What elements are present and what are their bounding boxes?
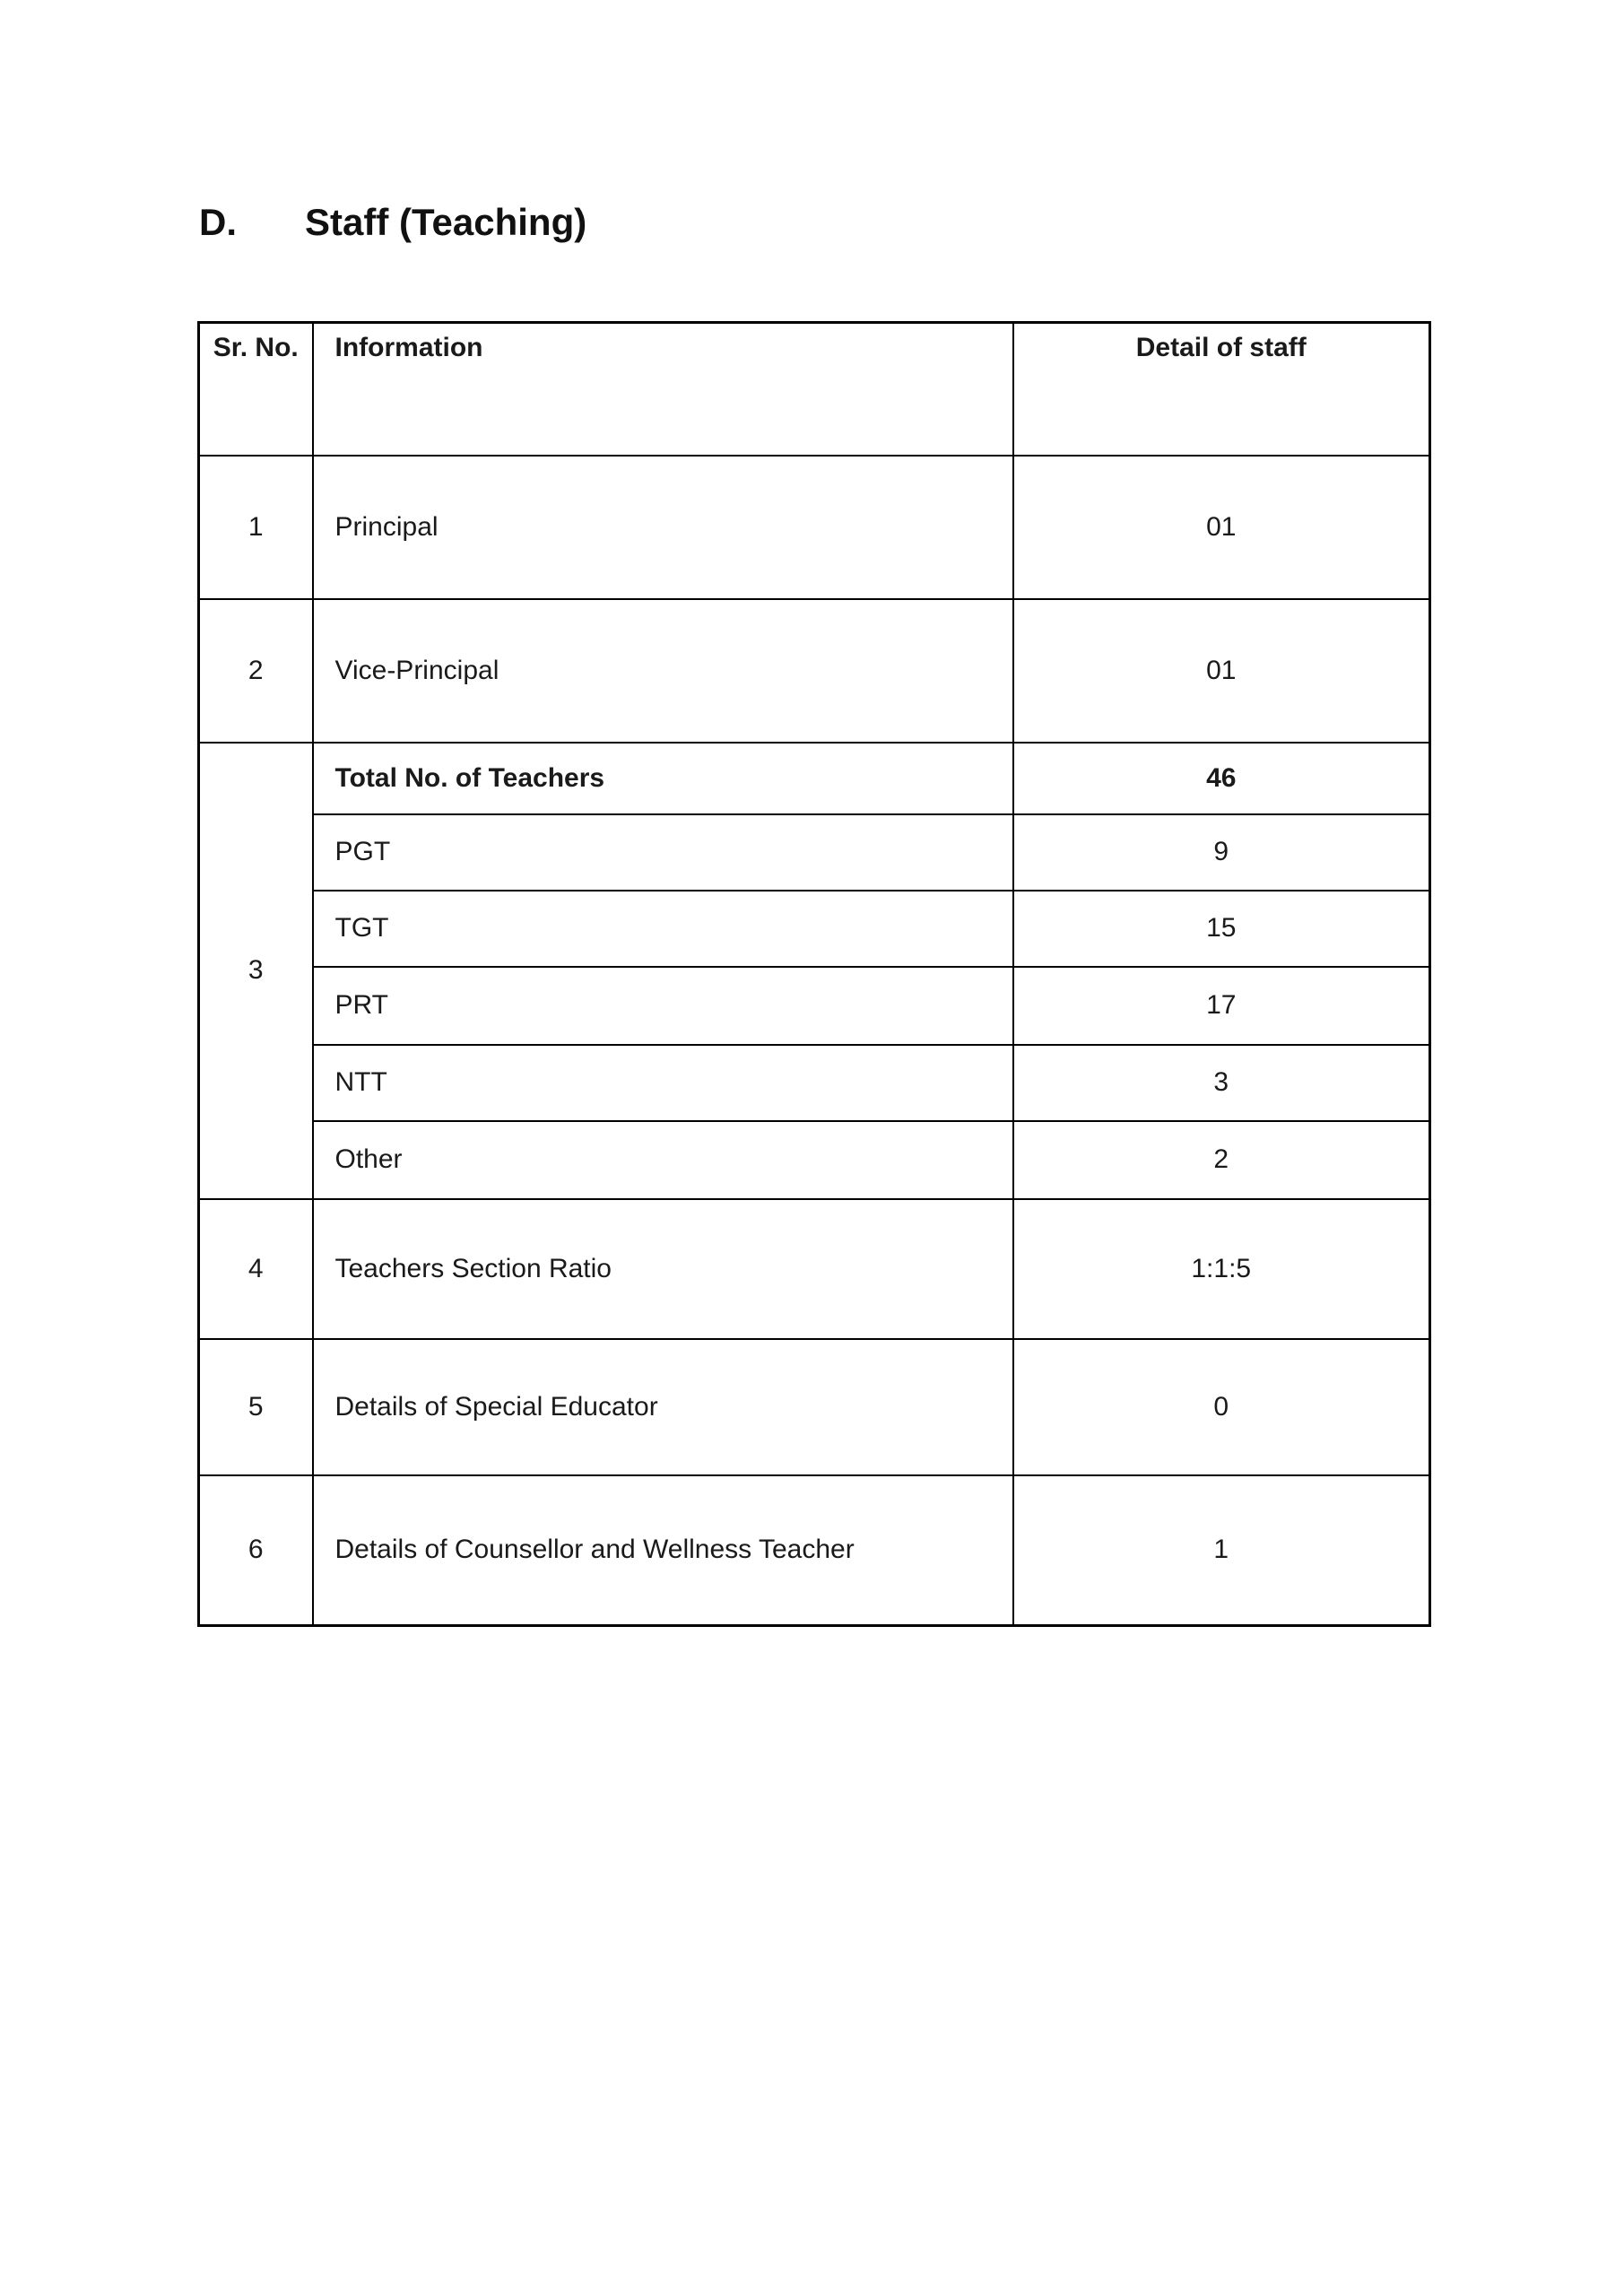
row-info: NTT bbox=[313, 1045, 1013, 1121]
row-info: Teachers Section Ratio bbox=[313, 1199, 1013, 1339]
table-row bbox=[199, 743, 1430, 814]
section-title bbox=[199, 201, 586, 244]
table-row bbox=[199, 456, 1430, 599]
row-detail: 2 bbox=[1013, 1121, 1430, 1199]
row-detail: 01 bbox=[1013, 599, 1430, 743]
row-sr: 1 bbox=[199, 456, 313, 599]
row-info: Total No. of Teachers bbox=[313, 743, 1013, 814]
row-sr-merged: 3 bbox=[199, 743, 313, 1199]
table-header-row bbox=[199, 323, 1430, 456]
row-info: Principal bbox=[313, 456, 1013, 599]
table-row bbox=[199, 1121, 1430, 1199]
row-sr: 4 bbox=[199, 1199, 313, 1339]
staff-teaching-table bbox=[197, 321, 1431, 1627]
section-title-text: Staff (Teaching) bbox=[305, 201, 587, 243]
table-row bbox=[199, 1199, 1430, 1339]
row-detail: 15 bbox=[1013, 891, 1430, 967]
row-detail: 46 bbox=[1013, 743, 1430, 814]
row-info: Details of Counsellor and Wellness Teacher bbox=[313, 1475, 1013, 1626]
row-sr: 5 bbox=[199, 1339, 313, 1475]
row-detail: 1:1:5 bbox=[1013, 1199, 1430, 1339]
row-info: PGT bbox=[313, 814, 1013, 891]
table-row bbox=[199, 599, 1430, 743]
section-letter: D. bbox=[199, 201, 237, 243]
row-sr: 2 bbox=[199, 599, 313, 743]
table-row bbox=[199, 891, 1430, 967]
row-info: Details of Special Educator bbox=[313, 1339, 1013, 1475]
table-row bbox=[199, 967, 1430, 1045]
table-row bbox=[199, 1045, 1430, 1121]
row-detail: 17 bbox=[1013, 967, 1430, 1045]
header-sr-no: Sr. No. bbox=[199, 323, 313, 456]
header-information: Information bbox=[313, 323, 1013, 456]
row-info: PRT bbox=[313, 967, 1013, 1045]
row-detail: 01 bbox=[1013, 456, 1430, 599]
row-detail: 0 bbox=[1013, 1339, 1430, 1475]
table-row bbox=[199, 1475, 1430, 1626]
table-row bbox=[199, 1339, 1430, 1475]
table-row bbox=[199, 814, 1430, 891]
row-info: Other bbox=[313, 1121, 1013, 1199]
row-detail: 1 bbox=[1013, 1475, 1430, 1626]
row-info: TGT bbox=[313, 891, 1013, 967]
header-detail-of-staff: Detail of staff bbox=[1013, 323, 1430, 456]
row-info: Vice-Principal bbox=[313, 599, 1013, 743]
row-detail: 9 bbox=[1013, 814, 1430, 891]
row-sr: 6 bbox=[199, 1475, 313, 1626]
row-detail: 3 bbox=[1013, 1045, 1430, 1121]
